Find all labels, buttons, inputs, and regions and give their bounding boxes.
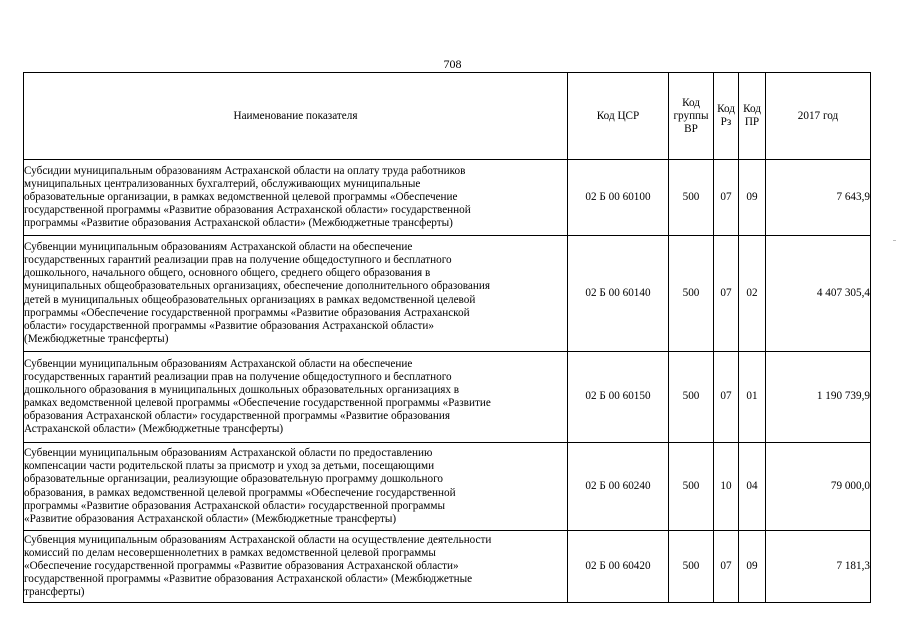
table-header-row <box>24 73 871 160</box>
row-name-cell: Субвенции муниципальным образованиям Астраханской области по предоставлению компенсации части родительской платы за присмотр и уход за детьми, посещающими образовательные организации, реализующие образовательную программу дошкольного образования, в рамках ведомственной целевой программы «Обеспечение государственной программы «Развитие образования Астраханской области» государственной программы «Развитие образования Астраханской области» (Межбюджетные трансферты) <box>24 443 568 531</box>
row-amount-2017: 7 643,9 <box>766 160 871 236</box>
row-name-cell: Субвенция муниципальным образованиям Астраханской области на осуществление деятельности комиссий по делам несовершеннолетних в рамках ведомственной целевой программы «Обеспечение государственной программы «Развитие образования Астраханской области» государственной программы «Развитие образования Астраханской области» (Межбюджетные трансферты) <box>24 531 568 603</box>
row-pr-code: 04 <box>739 443 766 531</box>
header-vr-code: Код группы ВР <box>669 73 714 160</box>
row-pr-code: 09 <box>739 160 766 236</box>
row-amount-2017: 4 407 305,4 <box>766 236 871 352</box>
row-name-cell: Субвенции муниципальным образованиям Астраханской области на обеспечение государственных гарантий реализации прав на получение общедоступного и бесплатного дошкольного образования в муниципальных дошкольных образовательных организациях в рамках ведомственной целевой программы «Обеспечение государственной программы «Развитие образования Астраханской области» государственной программы «Развитие образования Астраханской области» (Межбюджетные трансферты) <box>24 352 568 443</box>
row-vr-code: 500 <box>669 236 714 352</box>
table-row <box>24 443 871 531</box>
row-csr-code: 02 Б 00 60100 <box>568 160 669 236</box>
row-pr-code: 02 <box>739 236 766 352</box>
row-rz-code: 10 <box>714 443 739 531</box>
header-year-2017: 2017 год <box>766 73 871 160</box>
table-row <box>24 236 871 352</box>
row-csr-code: 02 Б 00 60140 <box>568 236 669 352</box>
row-pr-code: 01 <box>739 352 766 443</box>
row-rz-code: 07 <box>714 352 739 443</box>
table-row <box>24 160 871 236</box>
row-vr-code: 500 <box>669 352 714 443</box>
header-csr-code: Код ЦСР <box>568 73 669 160</box>
row-pr-code: 09 <box>739 531 766 603</box>
row-rz-code: 07 <box>714 236 739 352</box>
header-name: Наименование показателя <box>24 73 568 160</box>
header-rz-code: Код Рз <box>714 73 739 160</box>
row-amount-2017: 79 000,0 <box>766 443 871 531</box>
row-csr-code: 02 Б 00 60240 <box>568 443 669 531</box>
scan-artifact <box>893 240 896 241</box>
table-row <box>24 531 871 603</box>
row-rz-code: 07 <box>714 531 739 603</box>
row-vr-code: 500 <box>669 531 714 603</box>
row-rz-code: 07 <box>714 160 739 236</box>
row-name-cell: Субсидии муниципальным образованиям Астраханской области на оплату труда работников муниципальных централизованных бухгалтерий, обслуживающих муниципальные образовательные организации, в рамках ведомственной целевой программы «Обеспечение государственной программы «Развитие образования Астраханской области» государственной программы «Развитие образования Астраханской области» (Межбюджетные трансферты) <box>24 160 568 236</box>
row-amount-2017: 7 181,3 <box>766 531 871 603</box>
table-row <box>24 352 871 443</box>
page-number: 708 <box>443 57 462 71</box>
row-csr-code: 02 Б 00 60150 <box>568 352 669 443</box>
row-csr-code: 02 Б 00 60420 <box>568 531 669 603</box>
row-vr-code: 500 <box>669 443 714 531</box>
row-vr-code: 500 <box>669 160 714 236</box>
budget-table <box>23 72 871 603</box>
row-amount-2017: 1 190 739,9 <box>766 352 871 443</box>
header-pr-code: Код ПР <box>739 73 766 160</box>
row-name-cell: Субвенции муниципальным образованиям Астраханской области на обеспечение государственных гарантий реализации прав на получение общедоступного и бесплатного дошкольного, начального общего, основного общего, среднего общего образования в муниципальных общеобразовательных организациях, обеспечение дополнительного образования детей в муниципальных общеобразовательных организациях в рамках ведомственной целевой программы «Обеспечение государственной программы «Развитие образования Астраханской области» государственной программы «Развитие образования Астраханской области» (Межбюджетные трансферты) <box>24 236 568 352</box>
